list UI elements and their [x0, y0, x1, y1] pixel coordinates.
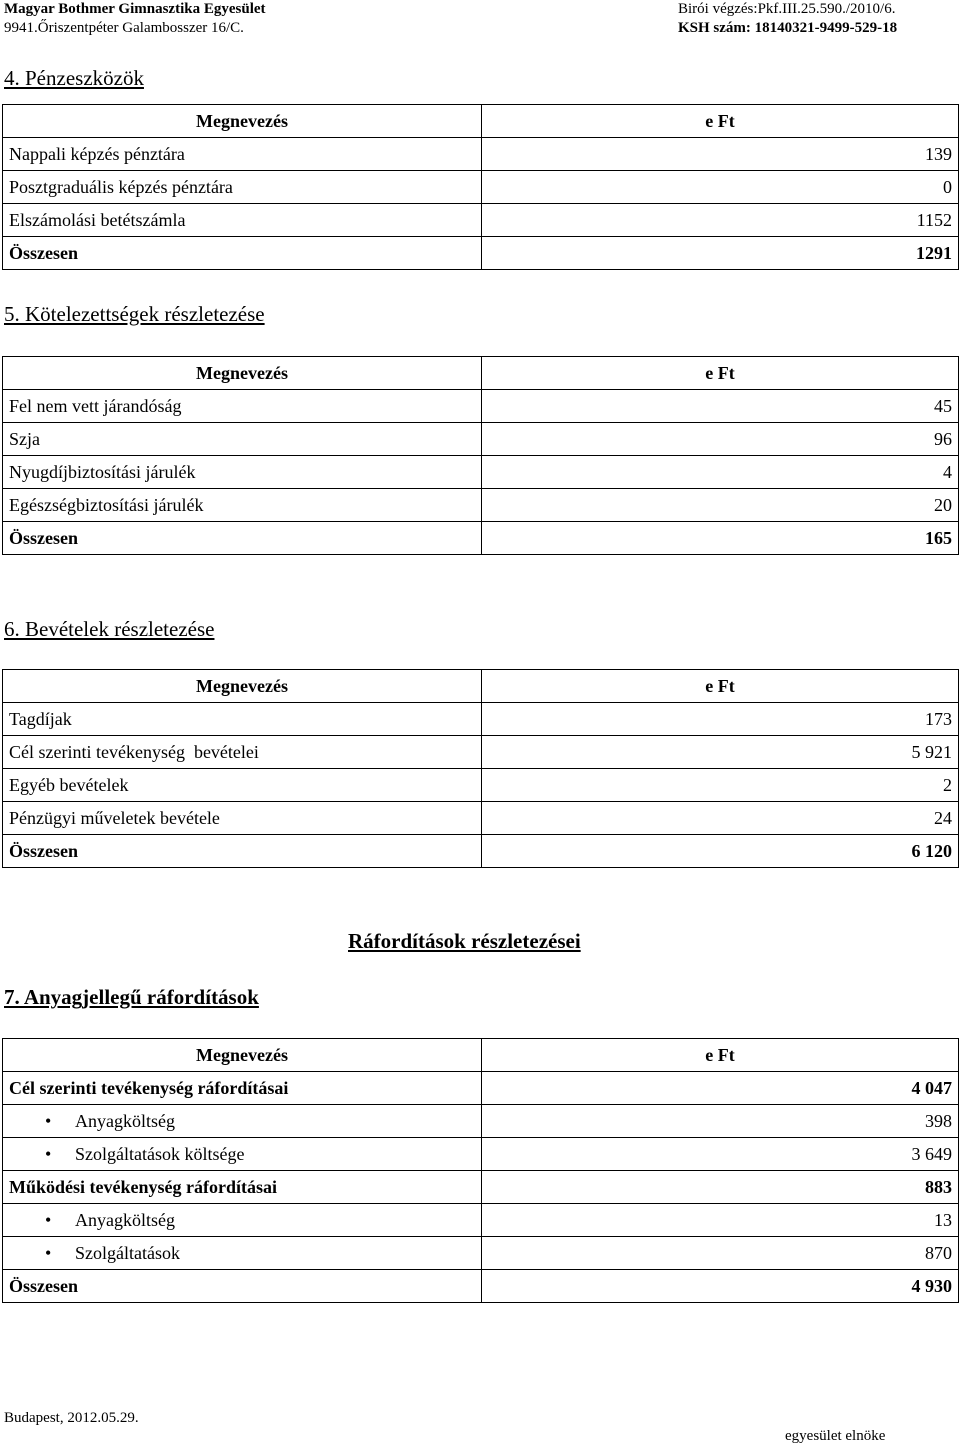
row-value: 96 — [482, 423, 959, 456]
col-header-name: Megnevezés — [3, 105, 482, 138]
group-value: 883 — [482, 1171, 959, 1204]
bullet-icon: • — [45, 1143, 52, 1164]
total-row — [3, 522, 959, 555]
row-name: Egészségbiztosítási járulék — [3, 489, 482, 522]
row-name — [3, 1237, 482, 1270]
row-name — [3, 1138, 482, 1171]
table-row — [3, 138, 959, 171]
col-header-value: e Ft — [482, 670, 959, 703]
table-header-row — [3, 670, 959, 703]
row-value: 20 — [482, 489, 959, 522]
row-value: 2 — [482, 769, 959, 802]
section-6-title: 6. Bevételek részletezése — [4, 617, 215, 641]
row-label: Anyagköltség — [75, 1110, 175, 1131]
row-name — [3, 1105, 482, 1138]
total-row — [3, 1270, 959, 1303]
row-label: Anyagköltség — [75, 1209, 175, 1230]
row-name: Fel nem vett járandóság — [3, 390, 482, 423]
row-value: 5 921 — [482, 736, 959, 769]
table-row — [3, 423, 959, 456]
total-label: Összesen — [3, 1270, 482, 1303]
section-5-title: 5. Kötelezettségek részletezése — [4, 302, 265, 326]
row-value: 3 649 — [482, 1138, 959, 1171]
row-value: 4 — [482, 456, 959, 489]
group-name: Működési tevékenység ráfordításai — [3, 1171, 482, 1204]
group-name: Cél szerinti tevékenység ráfordításai — [3, 1072, 482, 1105]
total-row — [3, 835, 959, 868]
table-row — [3, 171, 959, 204]
section-4-title: 4. Pénzeszközök — [4, 66, 144, 90]
col-header-value: e Ft — [482, 1039, 959, 1072]
row-name: Nyugdíjbiztosítási járulék — [3, 456, 482, 489]
table-row — [3, 703, 959, 736]
total-row — [3, 237, 959, 270]
bullet-icon: • — [45, 1242, 52, 1263]
col-header-name: Megnevezés — [3, 670, 482, 703]
table-row — [3, 489, 959, 522]
table-header-row — [3, 357, 959, 390]
table-row — [3, 1237, 959, 1270]
total-value: 6 120 — [482, 835, 959, 868]
total-value: 1291 — [482, 237, 959, 270]
page-header-right — [678, 0, 897, 38]
ksh-value: 18140321-9499-529-18 — [754, 20, 898, 36]
org-address: 9941.Őriszentpéter Galambosszer 16/C. — [4, 20, 244, 36]
table-row — [3, 1105, 959, 1138]
page-header-left — [4, 0, 266, 38]
row-value: 0 — [482, 171, 959, 204]
row-value: 24 — [482, 802, 959, 835]
court-ruling: Birói végzés:Pkf.III.25.590./2010/6. — [678, 1, 896, 17]
table-row — [3, 204, 959, 237]
bullet-icon: • — [45, 1110, 52, 1131]
group-value: 4 047 — [482, 1072, 959, 1105]
section-7-title: 7. Anyagjellegű ráfordítások — [4, 985, 259, 1009]
row-value: 1152 — [482, 204, 959, 237]
revenue-table — [2, 669, 959, 868]
expenses-title: Ráfordítások részletezései — [348, 929, 581, 953]
row-name: Posztgraduális képzés pénztára — [3, 171, 482, 204]
footer-place-date: Budapest, 2012.05.29. — [4, 1410, 139, 1426]
total-value: 4 930 — [482, 1270, 959, 1303]
total-label: Összesen — [3, 522, 482, 555]
col-header-value: e Ft — [482, 357, 959, 390]
row-name — [3, 1204, 482, 1237]
table-row — [3, 769, 959, 802]
row-name: Pénzügyi műveletek bevétele — [3, 802, 482, 835]
row-name: Nappali képzés pénztára — [3, 138, 482, 171]
table-row — [3, 456, 959, 489]
row-label: Szolgáltatások költsége — [75, 1143, 245, 1164]
row-name: Tagdíjak — [3, 703, 482, 736]
table-row — [3, 1204, 959, 1237]
footer-signature-role: egyesület elnöke — [785, 1428, 886, 1444]
row-value: 870 — [482, 1237, 959, 1270]
org-name: Magyar Bothmer Gimnasztika Egyesület — [4, 1, 266, 17]
col-header-name: Megnevezés — [3, 357, 482, 390]
liabilities-table — [2, 356, 959, 555]
cash-table — [2, 104, 959, 270]
table-row — [3, 1138, 959, 1171]
row-name: Egyéb bevételek — [3, 769, 482, 802]
row-value: 45 — [482, 390, 959, 423]
total-value: 165 — [482, 522, 959, 555]
ksh-number — [678, 19, 897, 38]
table-row — [3, 736, 959, 769]
row-value: 173 — [482, 703, 959, 736]
group-row — [3, 1171, 959, 1204]
bullet-icon: • — [45, 1209, 52, 1230]
col-header-value: e Ft — [482, 105, 959, 138]
group-row — [3, 1072, 959, 1105]
row-value: 13 — [482, 1204, 959, 1237]
row-label: Szolgáltatások — [75, 1242, 180, 1263]
row-name: Szja — [3, 423, 482, 456]
total-label: Összesen — [3, 237, 482, 270]
row-value: 398 — [482, 1105, 959, 1138]
col-header-name: Megnevezés — [3, 1039, 482, 1072]
table-header-row — [3, 1039, 959, 1072]
row-name: Cél szerinti tevékenység bevételei — [3, 736, 482, 769]
table-row — [3, 390, 959, 423]
row-name: Elszámolási betétszámla — [3, 204, 482, 237]
total-label: Összesen — [3, 835, 482, 868]
row-value: 139 — [482, 138, 959, 171]
expenses-table — [2, 1038, 959, 1303]
ksh-label: KSH szám: — [678, 20, 751, 36]
table-header-row — [3, 105, 959, 138]
table-row — [3, 802, 959, 835]
